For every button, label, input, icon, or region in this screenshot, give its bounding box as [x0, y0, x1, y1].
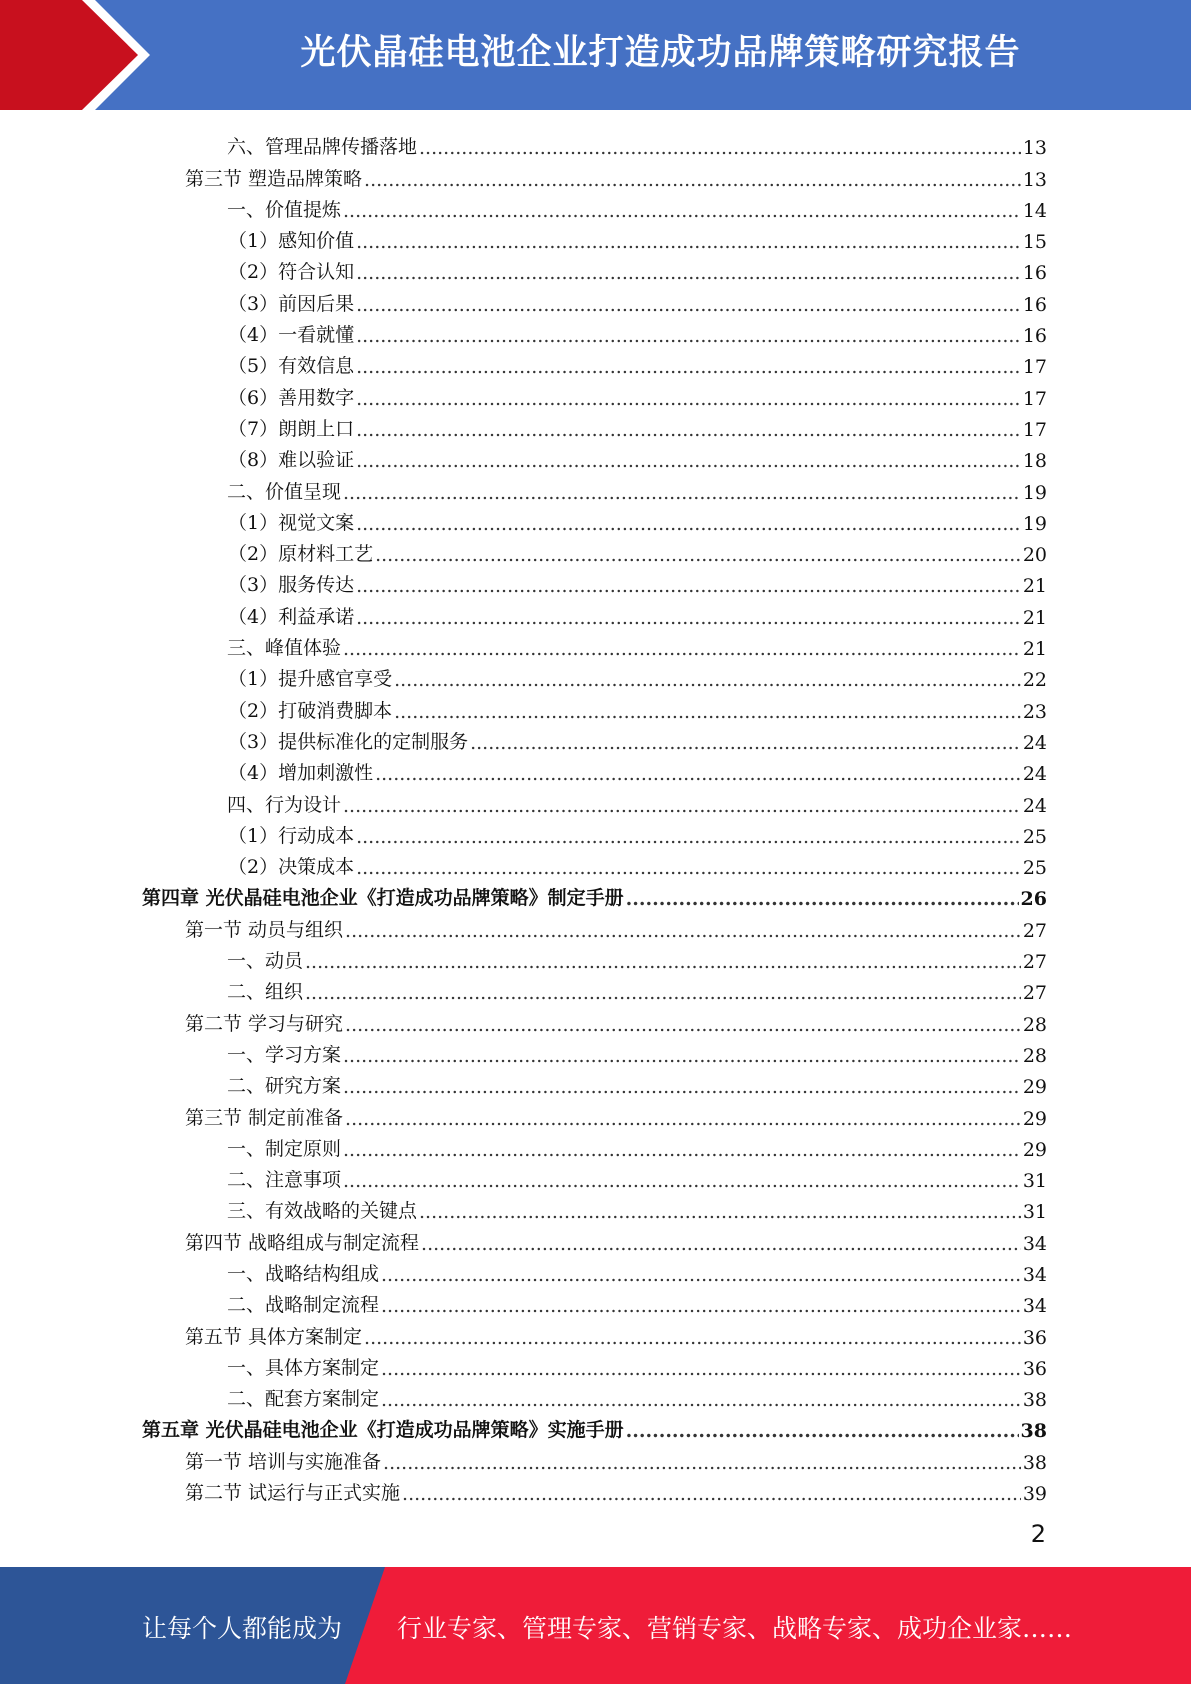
toc-entry[interactable] [0, 848, 1191, 879]
toc-entry-page: 25 [1022, 857, 1047, 880]
toc-leader-dots [381, 1295, 1021, 1317]
toc-entry[interactable] [0, 1098, 1191, 1129]
toc-entry[interactable] [0, 629, 1191, 660]
toc-entry-label: 第四章 光伏晶硅电池企业《打造成功品牌策略》制定手册 [142, 887, 624, 910]
toc-entry-label: 一、制定原则 [227, 1137, 342, 1160]
toc-entry-page: 24 [1022, 794, 1047, 817]
toc-entry-page: 22 [1022, 669, 1047, 692]
toc-entry[interactable] [0, 817, 1191, 848]
toc-entry-label: （1）视觉文案 [228, 511, 355, 534]
toc-entry-label: 二、研究方案 [227, 1075, 342, 1098]
toc-entry-label: 二、价值呈现 [227, 480, 342, 503]
toc-entry[interactable] [0, 253, 1191, 284]
toc-entry-label: （2）打破消费脚本 [228, 699, 393, 722]
toc-leader-dots [402, 1483, 1021, 1505]
toc-entry-label: （1）感知价值 [228, 230, 355, 253]
toc-leader-dots [343, 200, 1021, 222]
toc-leader-dots [364, 1327, 1021, 1349]
toc-entry-page: 34 [1022, 1295, 1047, 1318]
toc-leader-dots [343, 1170, 1021, 1192]
toc-entry-page: 16 [1022, 262, 1047, 285]
toc-entry[interactable] [0, 535, 1191, 566]
page-number: 2 [1030, 1520, 1046, 1548]
toc-entry[interactable] [0, 1349, 1191, 1380]
toc-entry-page: 24 [1022, 763, 1047, 786]
toc-leader-dots [375, 544, 1021, 566]
toc-entry-page: 19 [1022, 512, 1047, 535]
toc-leader-dots [343, 638, 1021, 660]
toc-entry-label: 第二节 学习与研究 [185, 1012, 344, 1035]
toc-entry-page: 13 [1022, 168, 1047, 191]
toc-leader-dots [343, 1139, 1021, 1161]
toc-leader-dots [356, 575, 1021, 597]
toc-entry[interactable] [0, 410, 1191, 441]
toc-leader-dots [343, 795, 1021, 817]
toc-entry-label: 一、学习方案 [227, 1043, 342, 1066]
toc-leader-dots [356, 325, 1021, 347]
toc-entry-label: （2）符合认知 [228, 261, 355, 284]
toc-entry-page: 29 [1022, 1138, 1047, 1161]
toc-entry-page: 20 [1022, 544, 1047, 567]
toc-entry-label: 第五章 光伏晶硅电池企业《打造成功品牌策略》实施手册 [142, 1419, 624, 1442]
toc-entry-page: 34 [1022, 1232, 1047, 1255]
footer-slogan-left: 让每个人都能成为 [142, 1614, 343, 1643]
report-title: 光伏晶硅电池企业打造成功品牌策略研究报告 [300, 33, 1021, 73]
toc-leader-dots [356, 419, 1021, 441]
toc-entry-label: （1）行动成本 [228, 824, 355, 847]
toc-entry-label: 一、战略结构组成 [227, 1262, 380, 1285]
toc-entry-page: 21 [1022, 606, 1047, 629]
toc-entry[interactable] [0, 1161, 1191, 1192]
toc-entry-page: 25 [1022, 825, 1047, 848]
toc-entry-page: 17 [1022, 387, 1047, 410]
toc-entry-label: 二、配套方案制定 [227, 1388, 380, 1411]
toc-leader-dots [470, 732, 1021, 754]
toc-leader-dots [356, 826, 1021, 848]
toc-entry-page: 24 [1022, 731, 1047, 754]
toc-leader-dots [383, 1452, 1021, 1474]
toc-leader-dots [421, 1233, 1021, 1255]
toc-entry[interactable] [0, 191, 1191, 222]
toc-leader-dots [343, 1076, 1021, 1098]
toc-entry-label: 第二节 试运行与正式实施 [185, 1482, 401, 1505]
toc-leader-dots [345, 1108, 1021, 1130]
toc-entry[interactable] [0, 1004, 1191, 1035]
toc-entry[interactable] [0, 1380, 1191, 1411]
table-of-contents [0, 128, 1191, 1505]
toc-entry[interactable] [0, 1255, 1191, 1286]
toc-entry-label: 第一节 培训与实施准备 [185, 1450, 382, 1473]
toc-entry-label: 三、峰值体验 [227, 637, 342, 660]
toc-entry-page: 27 [1022, 951, 1047, 974]
toc-leader-dots [419, 1201, 1021, 1223]
toc-entry[interactable] [0, 723, 1191, 754]
toc-leader-dots [375, 763, 1021, 785]
toc-entry-page: 16 [1022, 325, 1047, 348]
toc-leader-dots [356, 262, 1021, 284]
toc-leader-dots [626, 1420, 1019, 1442]
toc-entry[interactable] [0, 1442, 1191, 1473]
toc-entry[interactable] [0, 347, 1191, 378]
toc-leader-dots [305, 982, 1021, 1004]
toc-leader-dots [356, 388, 1021, 410]
page-header [0, 0, 1191, 110]
toc-entry-label: （3）前因后果 [228, 292, 355, 315]
toc-entry[interactable] [0, 597, 1191, 628]
toc-entry-label: （6）善用数字 [228, 386, 355, 409]
toc-entry-label: （8）难以验证 [228, 449, 355, 472]
toc-entry-label: 三、有效战略的关键点 [227, 1200, 418, 1223]
toc-entry-label: 二、战略制定流程 [227, 1294, 380, 1317]
toc-entry[interactable] [0, 1411, 1191, 1442]
toc-entry-page: 15 [1022, 231, 1047, 254]
toc-leader-dots [343, 1045, 1021, 1067]
toc-entry-page: 31 [1022, 1201, 1047, 1224]
toc-entry-label: （7）朗朗上口 [228, 417, 355, 440]
toc-entry[interactable] [0, 472, 1191, 503]
toc-entry[interactable] [0, 378, 1191, 409]
toc-entry-label: （3）服务传达 [228, 574, 355, 597]
toc-entry-label: 一、动员 [227, 950, 304, 973]
toc-entry-page: 38 [1020, 1420, 1047, 1443]
toc-entry-page: 29 [1022, 1107, 1047, 1130]
toc-entry-label: 第四节 战略组成与制定流程 [185, 1231, 420, 1254]
toc-leader-dots [381, 1264, 1021, 1286]
toc-leader-dots [381, 1358, 1021, 1380]
toc-leader-dots [356, 513, 1021, 535]
toc-entry-label: （4）增加刺激性 [228, 762, 374, 785]
toc-entry[interactable] [0, 159, 1191, 190]
toc-leader-dots [356, 450, 1021, 472]
toc-entry-page: 21 [1022, 638, 1047, 661]
page-footer [0, 1567, 1191, 1684]
toc-entry-label: （2）决策成本 [228, 856, 355, 879]
toc-entry-page: 27 [1022, 982, 1047, 1005]
toc-entry-page: 23 [1022, 700, 1047, 723]
toc-leader-dots [394, 701, 1021, 723]
toc-leader-dots [356, 857, 1021, 879]
toc-leader-dots [381, 1389, 1021, 1411]
toc-entry-page: 17 [1022, 356, 1047, 379]
footer-slogan-right: 行业专家、管理专家、营销专家、战略专家、成功企业家…… [397, 1614, 1073, 1643]
toc-entry[interactable] [0, 754, 1191, 785]
toc-entry-label: （5）有效信息 [228, 355, 355, 378]
toc-entry[interactable] [0, 1192, 1191, 1223]
toc-leader-dots [356, 607, 1021, 629]
toc-entry-label: 四、行为设计 [227, 793, 342, 816]
toc-entry-page: 27 [1022, 919, 1047, 942]
toc-entry-page: 34 [1022, 1263, 1047, 1286]
toc-entry[interactable] [0, 1130, 1191, 1161]
toc-entry[interactable] [0, 1223, 1191, 1254]
toc-leader-dots [345, 920, 1021, 942]
toc-entry[interactable] [0, 566, 1191, 597]
toc-entry-page: 21 [1022, 575, 1047, 598]
toc-leader-dots [394, 669, 1021, 691]
toc-entry-label: （2）原材料工艺 [228, 543, 374, 566]
toc-entry-page: 26 [1020, 888, 1047, 911]
toc-entry-label: （4）一看就懂 [228, 324, 355, 347]
toc-entry-label: 第五节 具体方案制定 [185, 1325, 363, 1348]
toc-entry[interactable] [0, 284, 1191, 315]
toc-entry-label: 第一节 动员与组织 [185, 918, 344, 941]
toc-entry-page: 36 [1022, 1357, 1047, 1380]
toc-leader-dots [343, 482, 1021, 504]
toc-leader-dots [356, 294, 1021, 316]
toc-entry[interactable] [0, 1036, 1191, 1067]
toc-entry[interactable] [0, 128, 1191, 159]
toc-entry[interactable] [0, 973, 1191, 1004]
toc-entry-label: （3）提供标准化的定制服务 [228, 730, 469, 753]
toc-entry[interactable] [0, 504, 1191, 535]
toc-entry-page: 28 [1022, 1013, 1047, 1036]
toc-entry[interactable] [0, 785, 1191, 816]
toc-entry[interactable] [0, 879, 1191, 910]
toc-entry[interactable] [0, 910, 1191, 941]
toc-entry[interactable] [0, 691, 1191, 722]
toc-entry-page: 38 [1022, 1389, 1047, 1412]
toc-entry-label: 第三节 塑造品牌策略 [185, 167, 363, 190]
toc-entry-page: 29 [1022, 1076, 1047, 1099]
toc-leader-dots [356, 356, 1021, 378]
toc-leader-dots [305, 951, 1021, 973]
toc-entry-page: 31 [1022, 1170, 1047, 1193]
toc-entry-label: （1）提升感官享受 [228, 668, 393, 691]
toc-entry-label: 二、注意事项 [227, 1169, 342, 1192]
toc-entry[interactable] [0, 1286, 1191, 1317]
toc-entry-page: 36 [1022, 1326, 1047, 1349]
toc-entry[interactable] [0, 1474, 1191, 1505]
toc-entry-label: （4）利益承诺 [228, 605, 355, 628]
toc-entry-page: 17 [1022, 418, 1047, 441]
toc-entry-page: 13 [1022, 137, 1047, 160]
toc-entry-page: 14 [1022, 199, 1047, 222]
toc-entry[interactable] [0, 441, 1191, 472]
toc-leader-dots [626, 888, 1019, 910]
toc-leader-dots [419, 137, 1021, 159]
toc-leader-dots [345, 1014, 1021, 1036]
toc-entry-page: 38 [1022, 1451, 1047, 1474]
toc-entry-label: 一、价值提炼 [227, 198, 342, 221]
toc-entry[interactable] [0, 1067, 1191, 1098]
toc-entry-page: 39 [1022, 1483, 1047, 1506]
toc-entry[interactable] [0, 1317, 1191, 1348]
toc-entry-page: 18 [1022, 450, 1047, 473]
toc-entry-label: 第三节 制定前准备 [185, 1106, 344, 1129]
toc-entry[interactable] [0, 942, 1191, 973]
toc-leader-dots [356, 231, 1021, 253]
toc-entry-page: 19 [1022, 481, 1047, 504]
toc-entry[interactable] [0, 316, 1191, 347]
toc-entry[interactable] [0, 222, 1191, 253]
toc-entry-label: 二、组织 [227, 981, 304, 1004]
toc-entry-page: 28 [1022, 1044, 1047, 1067]
toc-entry[interactable] [0, 660, 1191, 691]
toc-leader-dots [364, 169, 1021, 191]
toc-entry-page: 16 [1022, 293, 1047, 316]
toc-entry-label: 六、管理品牌传播落地 [227, 136, 418, 159]
toc-entry-label: 一、具体方案制定 [227, 1356, 380, 1379]
